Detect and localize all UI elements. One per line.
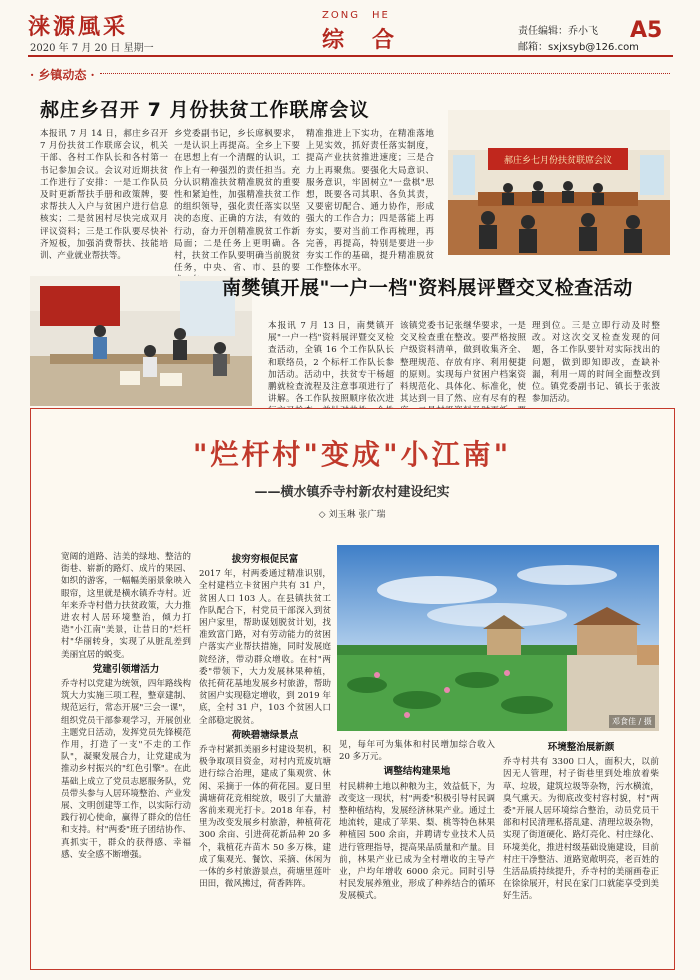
section-char-left: 综: [322, 27, 345, 53]
feature-author: ◇ 刘玉琳 张广瑞: [318, 510, 386, 520]
inspection-photo: [30, 276, 252, 406]
masthead-rule: [28, 55, 673, 57]
article2-column-3: 理到位。三是立即行动及时整改。对这次交叉检查发现的问题，各工作队要针对实际找出的问题，做到即知即改，查缺补漏，利用一周的时间全面整改到位。镇党委副书记、镇长于张波参加活动。: [532, 321, 660, 405]
feature-subhead-poverty: 拔穷穷根促民富: [231, 554, 299, 565]
feature-col2-body2: 乔寺村紧抓美丽乡村建设契机，积极争取项目资金，对村内荒废坑塘进行综合治理，建成了集观赏、休闲、采摘于一体的荷花园。夏日里满塘荷花竞相绽放，吸引了大量游客前来观光打卡。2018 年春，村里为改变发展乡村旅游，种植荷花 300 余亩、引进荷花新品种 20 多个，栽植花卉苗木 50 多万株，建成了集观光、餐饮、采摘、休闲为一体的乡村旅游景点，荷塘里莲叶田田，微风拂过，荷香阵阵。: [199, 745, 331, 890]
feature-col3-lead: 见，每年可为集体和村民增加综合收入 20 多万元。: [339, 740, 495, 763]
feature-col4-body: 乔寺村共有 3300 口人，面积大，以前因无人管理，村子街巷里到处堆放着柴草、垃圾，建筑垃圾等杂物，污水横流，臭气熏天。为彻底改变村容村貌，村"两委"开展人居环境综合整治，动员党员干部和村民清理私搭乱建、清理垃圾杂物，实现了街道硬化、路灯亮化、村庄绿化、环境美化，推进村级基础设施建设，目前村庄干净整洁、道路宽敞明亮，老百姓的生活品质持续提升，乔寺村的美丽画卷正在徐徐展开，村民在家门口就能享受到美好生活。: [503, 757, 659, 902]
section-pinyin-left: ZONG: [322, 10, 360, 21]
feature-box: [30, 408, 675, 970]
article1-headline: 郝庄乡召开 7 月份扶贫工作联席会议: [40, 99, 370, 121]
feature-column-1: [61, 551, 191, 959]
section-divider: [100, 73, 670, 74]
feature-subhead-party: 党建引领增活力: [92, 663, 160, 675]
section-char-right: 合: [372, 27, 395, 53]
village-photo: [337, 545, 659, 731]
meeting-photo: [448, 110, 670, 255]
article1-column-2: 乡党委副书记，乡长席枫要求，一是认识上再提高。全乡上下要在思想上有一个清醒的认识，工作上有一种强烈的责任担当。充分认识精准扶贫精准脱贫的重要性和紧迫性，加强精准扶贫工作的组织领导，强化责任落实以坚决的态度、正确的方法，有效的行动，奋力开创精准脱贫工作新局面；二是任务上更明确。各村，扶贫工作队要明确当前脱贫任务，中央、省、市、县的要: [174, 129, 300, 274]
feature-column-2: [199, 551, 331, 959]
editor-name: 责任编辑：乔小飞: [518, 26, 598, 37]
section-pinyin-right: HE: [372, 10, 390, 21]
article2-column-1: 本报讯 7 月 13 日，南樊镇开展"一户一档"资料展评暨交叉检查活动，全镇 16 个工作队队长和联络员，2 个标杆工作队长参加活动。活动中，扶贫专干杨超鹏就检查流程及注意事项进行了讲解。各工作队按照顺序依次进: [268, 321, 394, 405]
feature-col2-body: 2017 年，村两委通过精准识别，全村建档立卡贫困户共有 31 户，贫困人口 103 人。在县镇扶贫工作队配合下，村党员干部深入到贫困户家里，帮助谋划脱贫计划，找准致富门路，对有劳动能力的贫困户落实产业帮扶措施，同时发展庭院经济，带动群众增收。在村"两委"带领下，大力发展林果种植，依托荷花基地发展乡村旅游，帮助贫困户实现稳定增收，到 2019 年底，全村 31 户，103 个贫困人口全部稳定脱贫。: [199, 569, 331, 726]
page-number: A5: [630, 18, 663, 43]
feature-subhead-fruit: 调整结构建果地: [383, 766, 451, 778]
feature-title: "烂杆村"变成"小江南": [192, 438, 512, 471]
masthead: [0, 0, 700, 58]
meeting-banner-text: 郝庄乡七月份扶贫联席会议: [503, 156, 613, 166]
article2-column-2: 该镇党委书记张继华要求，一是交叉检查重在整改。要严格按照户级资料清单，做到收集齐全、整理规范、存放有序、利用便捷的原则。实现每户贫困户档案资料规范化、具体化、标准化，使其达到一目了然、应有尽有的程: [400, 321, 526, 405]
feature-subhead-lotus: 荷映碧塘绿景点: [231, 729, 299, 741]
feature-subhead-environment: 环境整治展新颜: [547, 742, 615, 753]
feature-subtitle: ——横水镇乔寺村新农村建设纪实: [254, 485, 450, 500]
article1-column-3: 精准推进上下实功，在精准落地上见实效，抓好责任落实制度，提高产业扶贫推进速度；三是合力上再聚焦。要强化大局意识、服务意识，牢固树立"一盘棋"思想，既要各司其职、各负其责，又要密切配合、通力协作，形成强大的工作合力；四是落能上再夯实，要对当前工作再梳理，再完善，再提高，特别是要进一步夯实工作的基础，提升精准脱贫工作整体水平。: [306, 129, 434, 274]
section-label: · 乡镇动态 ·: [30, 68, 95, 82]
feature-column-3: [339, 739, 495, 961]
feature-col1-intro: 宽阔的道路、洁美的绿地、整洁的街巷、崭新的路灯、成片的果园、如织的游客，一幅幅美丽景象映入眼帘，这里就是横水镇乔寺村。近年来乔寺村借力扶贫政策，大力推进农村人居环境整治，倾力打造"小江南"美景，让昔日的"烂杆村"华丽转身，实现了从脏乱差到美丽宜居的蜕变。: [61, 552, 191, 660]
feature-column-4: [503, 739, 659, 961]
article1-column-1: 本报讯 7 月 14 日，郝庄乡召开 7 月份扶贫工作联席会议，机关干部、各村工作队长和各村第一书记参加会议。会议对近期扶贫工作进行了安排：一是工作队员及时更新帮扶手册和政策牌，要求帮扶人入户与贫困户进行信息核实；二是贫困村尽快完成双月评议资料；三是工作队要尽快补齐短板，加强消费帮扶、技能培训、产业就业帮扶等。: [40, 129, 168, 262]
feature-col1-body: 乔寺村以党建为统领，四年路线构筑大力实施三项工程，整章建制、规范运行，常态开展"三会一课"，组织党员干部参观学习，开展创业主题党日活动，发挥党员先锋模范作用，打造了一支"不走的工作队"，凝聚发展合力，让党建成为推动乡村振兴的"红色引擎"。在此基础上成立了党员志愿服务队，党员带头参与人居环境整治、产业发展、文明创建等工作，以实际行动践行初心使命，赢得了群众的信任和支持。村"两委"班子团结协作、真抓实干，群众的获得感、幸福感、安全感不断增强。: [61, 679, 191, 860]
article2-headline: 南樊镇开展"一户一档"资料展评暨交叉检查活动: [222, 277, 633, 299]
photo-credit: 邓食佳 / 摄: [609, 715, 655, 728]
editor-email: 邮箱：sxjxsyb@126.com: [518, 42, 639, 53]
issue-date: 2020 年 7 月 20 日 星期一: [30, 43, 154, 54]
newspaper-brand: 涞源風采: [28, 14, 129, 40]
feature-col3-body: 村民耕种土地以种粮为主，效益低下，为改变这一现状，村"两委"积极引导村民调整种植结构，发展经济林果产业。通过土地流转，建成了苹果、梨、桃等特色林果种植园 500 余亩，并聘请专业技术人员进行管理指导，提高果品质量和产量。目前，林果产业已成为全村增收的主导产业，户均年增收 6000 余元。同时引导村民发展养殖业，形成了种养结合的循环发展模式。: [339, 781, 495, 902]
